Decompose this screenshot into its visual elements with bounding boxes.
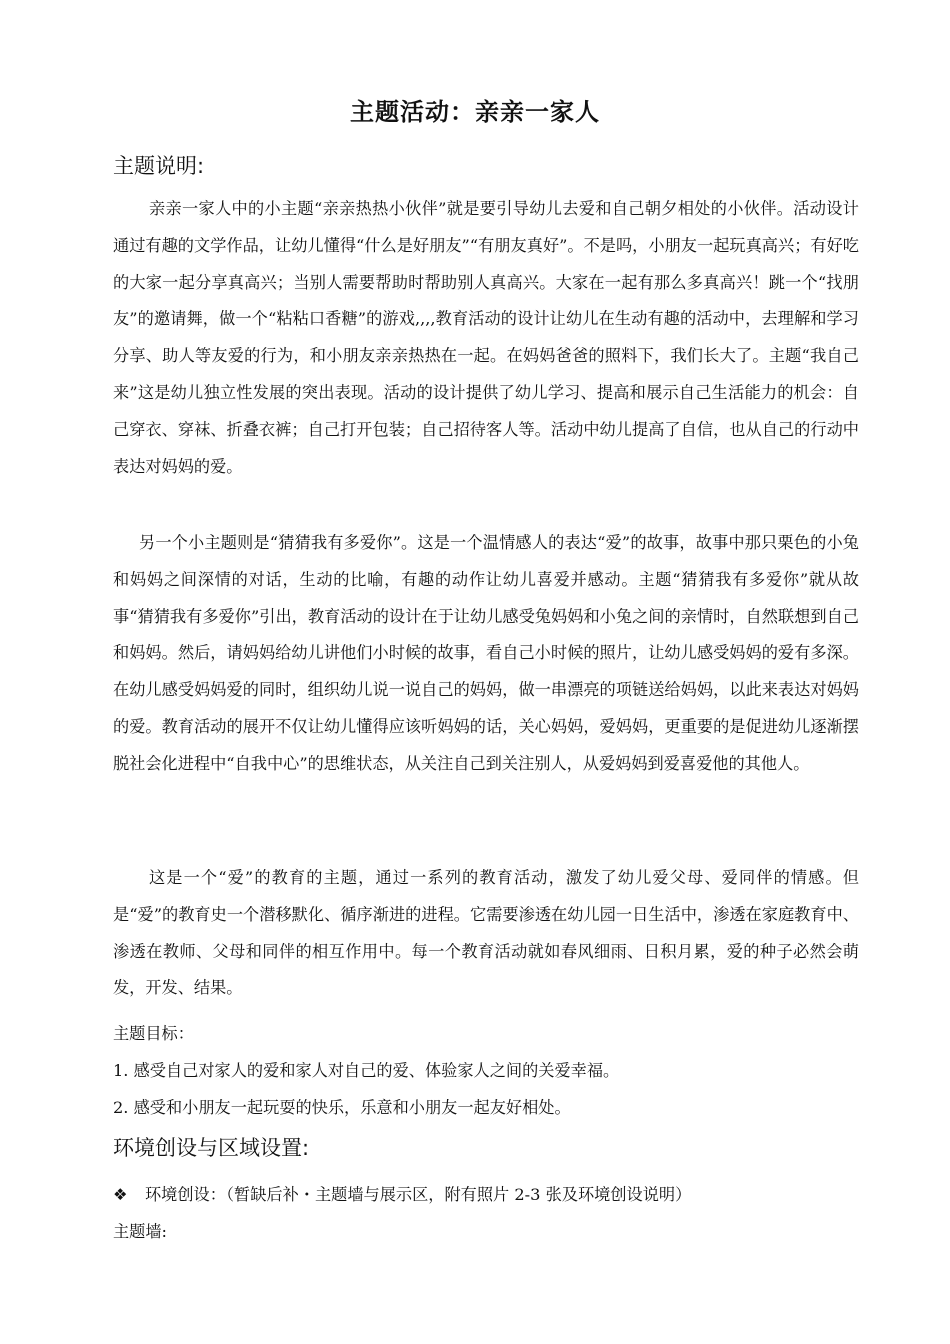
diamond-bullet-icon: ❖ (113, 1185, 128, 1204)
goal-item-1: 1. 感受自己对家人的爱和家人对自己的爱、体验家人之间的关爱幸福。 (113, 1061, 620, 1080)
paragraph-1: 亲亲一家人中的小主题“亲亲热热小伙伴”就是要引导幼儿去爱和自己朝夕相处的小伙伴。活动设计通过有趣的文学作品，让幼儿懂得“什么是好朋友”“有朋友真好”。不是吗，小朋友一起玩真高兴；有好吃的大家一起分享真高兴；当别人需要帮助时帮助别人真高兴。大家在一起有那么多真高兴！跳一个“找朋友”的邀请舞，做一个“粘粘口香糖”的游戏,,,,教育活动的设计让幼儿在生动有趣的活动中，去理解和学习分享、助人等友爱的行为，和小朋友亲亲热热在一起。在妈妈爸爸的照料下，我们长大了。主题“我自己来”这是幼儿独立性发展的突出表现。活动的设计提供了幼儿学习、提高和展示自己生活能力的机会：自己穿衣、穿袜、折叠衣裤；自己打开包装；自己招待客人等。活动中幼儿提高了自信，也从自己的行动中表达对妈妈的爱。 (113, 199, 859, 476)
section-heading-theme-description: 主题说明: (113, 154, 205, 178)
bullet-environment (113, 1181, 691, 1205)
theme-wall-label: 主题墙: (113, 1222, 168, 1241)
section-heading-environment: 环境创设与区域设置: (113, 1136, 310, 1160)
paragraph-3: 这是一个“爱”的教育的主题，通过一系列的教育活动，激发了幼儿爱父母、爱同伴的情感。但是“爱”的教育史一个潜移默化、循序渐进的进程。它需要渗透在幼儿园一日生活中，渗透在家庭教育中、渗透在教师、父母和同伴的相互作用中。每一个教育活动就如春风细雨、日积月累，爱的种子必然会萌发，开发、结果。 (113, 868, 859, 998)
goal-item-2: 2. 感受和小朋友一起玩耍的快乐，乐意和小朋友一起友好相处。 (113, 1098, 571, 1117)
bullet-environment-text: 环境创设：（暂缺后补・主题墙与展示区，附有照片 2-3 张及环境创设说明） (145, 1185, 692, 1204)
goals-label: 主题目标： (113, 1024, 194, 1043)
paragraph-2: 另一个小主题则是“猜猜我有多爱你”。这是一个温情感人的表达“爱”的故事，故事中那只栗色的小兔和妈妈之间深情的对话，生动的比喻，有趣的动作让幼儿喜爱并感动。主题“猜猜我有多爱你”就从故事“猜猜我有多爱你”引出，教育活动的设计在于让幼儿感受兔妈妈和小兔之间的亲情时，自然联想到自己和妈妈。然后，请妈妈给幼儿讲他们小时候的故事，看自己小时候的照片，让幼儿感受妈妈的爱有多深。在幼儿感受妈妈爱的同时，组织幼儿说一说自己的妈妈，做一串漂亮的项链送给妈妈，以此来表达对妈妈的爱。教育活动的展开不仅让幼儿懂得应该听妈妈的话，关心妈妈，爱妈妈，更重要的是促进幼儿逐渐摆脱社会化进程中“自我中心”的思维状态，从关注自己到关注别人，从爱妈妈到爱喜爱他的其他人。 (113, 533, 859, 773)
document-title: 主题活动：亲亲一家人 (350, 98, 600, 126)
